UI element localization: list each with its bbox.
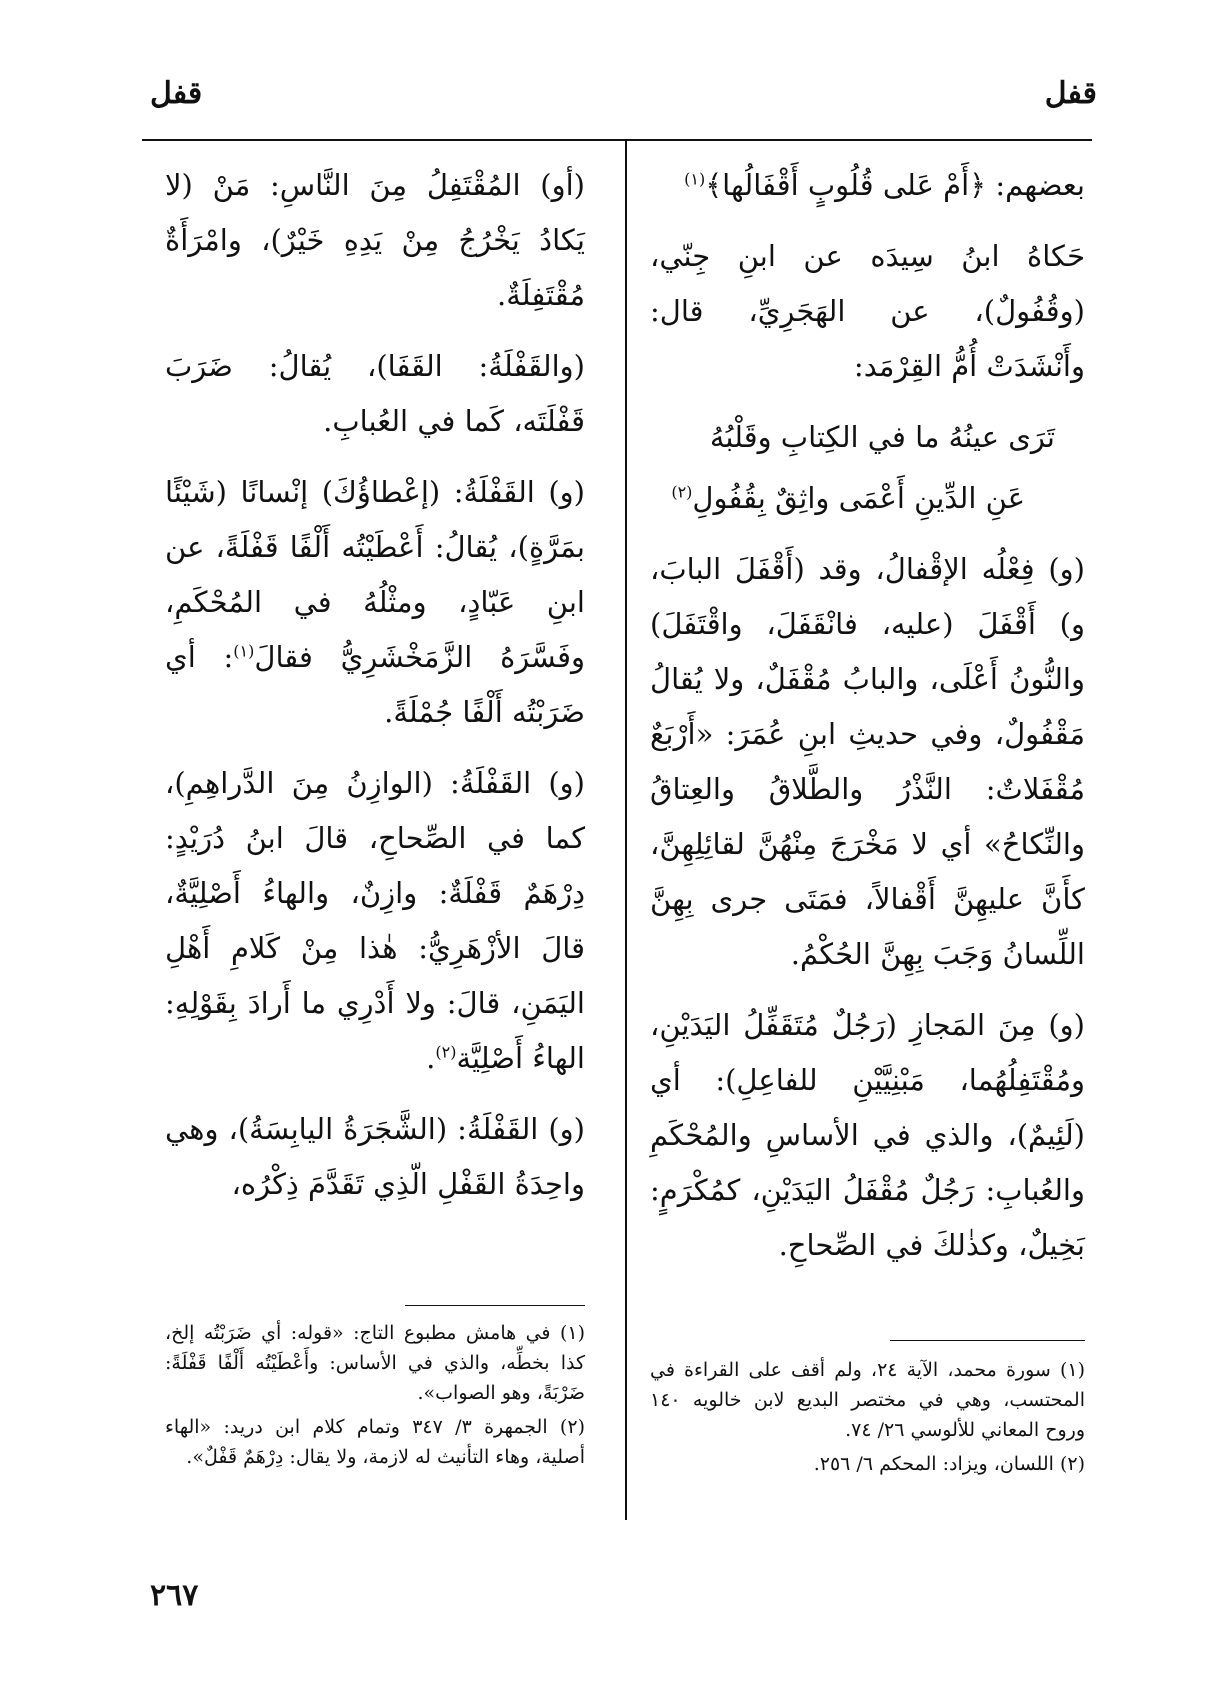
paragraph: (و) فِعْلُه الإقْفالُ، وقد (أَقْفَلَ البابَ، و) أَقْفَلَ (عليه، فانْقَفَلَ، واقْتَفَلَ) والنُّونُ أَعْلَى، والبابُ مُقْفَلٌ، ولا يُقالُ مَقْفُولٌ، وفي حديثِ ابنِ عُمَرَ: «أَرْبَعٌ مُقْفَلاتٌ: النَّذْرُ والطَّلاقُ والعِتاقُ والنِّكاحُ» أي لا مَخْرَجَ مِنْهُنَّ لقائِلِهِنَّ، كأَنَّ عليهِنَّ أَقْفالاً، فمَتَى جرى بِهِنَّ اللِّسانُ وَجَبَ بِهِنَّ الحُكْمُ. <box>650 552 1085 971</box>
footnote-rule-right <box>890 1340 1085 1341</box>
paragraph: بعضهم: ﴿أَمْ عَلى قُلُوبٍ أَقْفَالُها﴾$^{(١)}$ <box>684 168 1085 202</box>
paragraph: (والقَفْلَةُ: القَفَا)، يُقالُ: ضَرَبَ قَفْلَتَه، كَما في العُبابِ. <box>165 349 585 438</box>
footnote-rule-left <box>405 1305 585 1306</box>
footnote: (١) في هامش مطبوع التاج: «قوله: أي ضَرَبْتُه إلخ، كذا بخطِّه، والذي في الأساس: وأَعْطَيْتُه أَلْفًا قَفْلَةً: ضَرْبَةً، وهو الصواب». <box>165 1322 585 1404</box>
running-header-left: قفل <box>150 76 203 111</box>
paragraph: (و) القَفْلَةُ: (إعْطاؤُكَ) إنْسانًا (شَيْئًا بمَرَّةٍ)، يُقالُ: أَعْطَيْتُه أَلْفًا قَفْلَةً، عن ابنِ عَبّادٍ، ومثْلُهُ في المُحْكَمِ، وفَسَّرَهُ الزَّمَخْشَرِيُّ فقالَ$^{(١)}$: أي ضَرَبْتُه أَلْفًا جُمْلَةً. <box>165 475 585 729</box>
footnote-marker: (١) <box>233 641 255 661</box>
footnote-marker: (٢) <box>435 1042 457 1062</box>
footnotes-right <box>650 1355 1085 1483</box>
footnote: (١) سورة محمد، الآية ٢٤، ولم أقف على القراءة في المحتسب، وهي في مختصر البديع لابن خالويه ١٤٠ وروح المعاني للألوسي ٢٦/ ٧٤. <box>650 1359 1086 1441</box>
right-column <box>650 158 1085 1289</box>
verse-line: عَنِ الدِّينِ أَعْمَى واثِقٌ بِقُفُولِ$^{(٢)}$ <box>671 481 1025 515</box>
running-header-right: قفل <box>1044 76 1097 111</box>
header-rule <box>142 139 1092 141</box>
paragraph: (و) مِنَ المَجازِ (رَجُلٌ مُتَقَفِّلُ اليَدَيْنِ، ومُقْتَفِلُهُما، مَبْنِيَّيْنِ للفاعِلِ): أي (لَئِيمٌ)، والذي في الأساسِ والمُحْكَمِ والعُبابِ: رَجُلٌ مُقْفَلُ اليَدَيْنِ، كمُكْرَمٍ: بَخِيلٌ، وكذٰلكَ في الصِّحاحِ. <box>650 1008 1085 1262</box>
paragraph: (و) القَفْلَةُ: (الوازِنُ مِنَ الدَّراهِمِ)، كما في الصِّحاحِ، قالَ ابنُ دُرَيْدٍ: دِرْهَمٌ قَفْلَةٌ: وازِنٌ، والهاءُ أَصْلِيَّةٌ، قالَ الأزْهَرِيُّ: هٰذا مِنْ كَلامِ أَهْلِ اليَمَنِ، قالَ: ولا أَدْرِي ما أَرادَ بِقَوْلِهِ: الهاءُ أَصْلِيَّة$^{(٢)}$. <box>165 766 585 1075</box>
footnote: (٢) اللسان، ويزاد: المحكم ٦/ ٢٥٦. <box>813 1453 1085 1475</box>
column-divider <box>625 140 627 1520</box>
verse-line: تَرَى عينُهُ ما في الكِتابِ وقَلْبُهُ <box>709 420 1055 454</box>
paragraph: حَكاهُ ابنُ سِيدَه عن ابنِ جِنّي، (وقُفُولٌ)، عن الهَجَرِيِّ، قال: وأَنْشَدَتْ أُمُّ القِرْمَد: <box>650 239 1085 383</box>
footnote-marker: (١) <box>684 169 706 189</box>
paragraph: (و) القَفْلَةُ: (الشَّجَرَةُ اليابِسَةُ)، وهي واحِدَةُ القَفْلِ الّذِي تَقَدَّمَ ذِكْرُه، <box>165 1112 585 1201</box>
left-column <box>165 158 585 1228</box>
page-number: ٢٦٧ <box>150 1578 199 1613</box>
footnotes-left <box>165 1318 585 1476</box>
paragraph: (أو) المُقْتَفِلُ مِنَ النَّاسِ: مَنْ (لا يَكادُ يَخْرُجُ مِنْ يَدِهِ خَيْرٌ)، وامْرَأَةٌ مُقْتَفِلَةٌ. <box>165 168 585 312</box>
footnote-marker: (٢) <box>671 482 693 502</box>
footnote: (٢) الجمهرة ٣/ ٣٤٧ وتمام كلام ابن دريد: «الهاء أصلية، وهاء التأنيث له لازمة، ولا يقال: دِرْهَمٌ قَفْلٌ». <box>165 1416 585 1468</box>
